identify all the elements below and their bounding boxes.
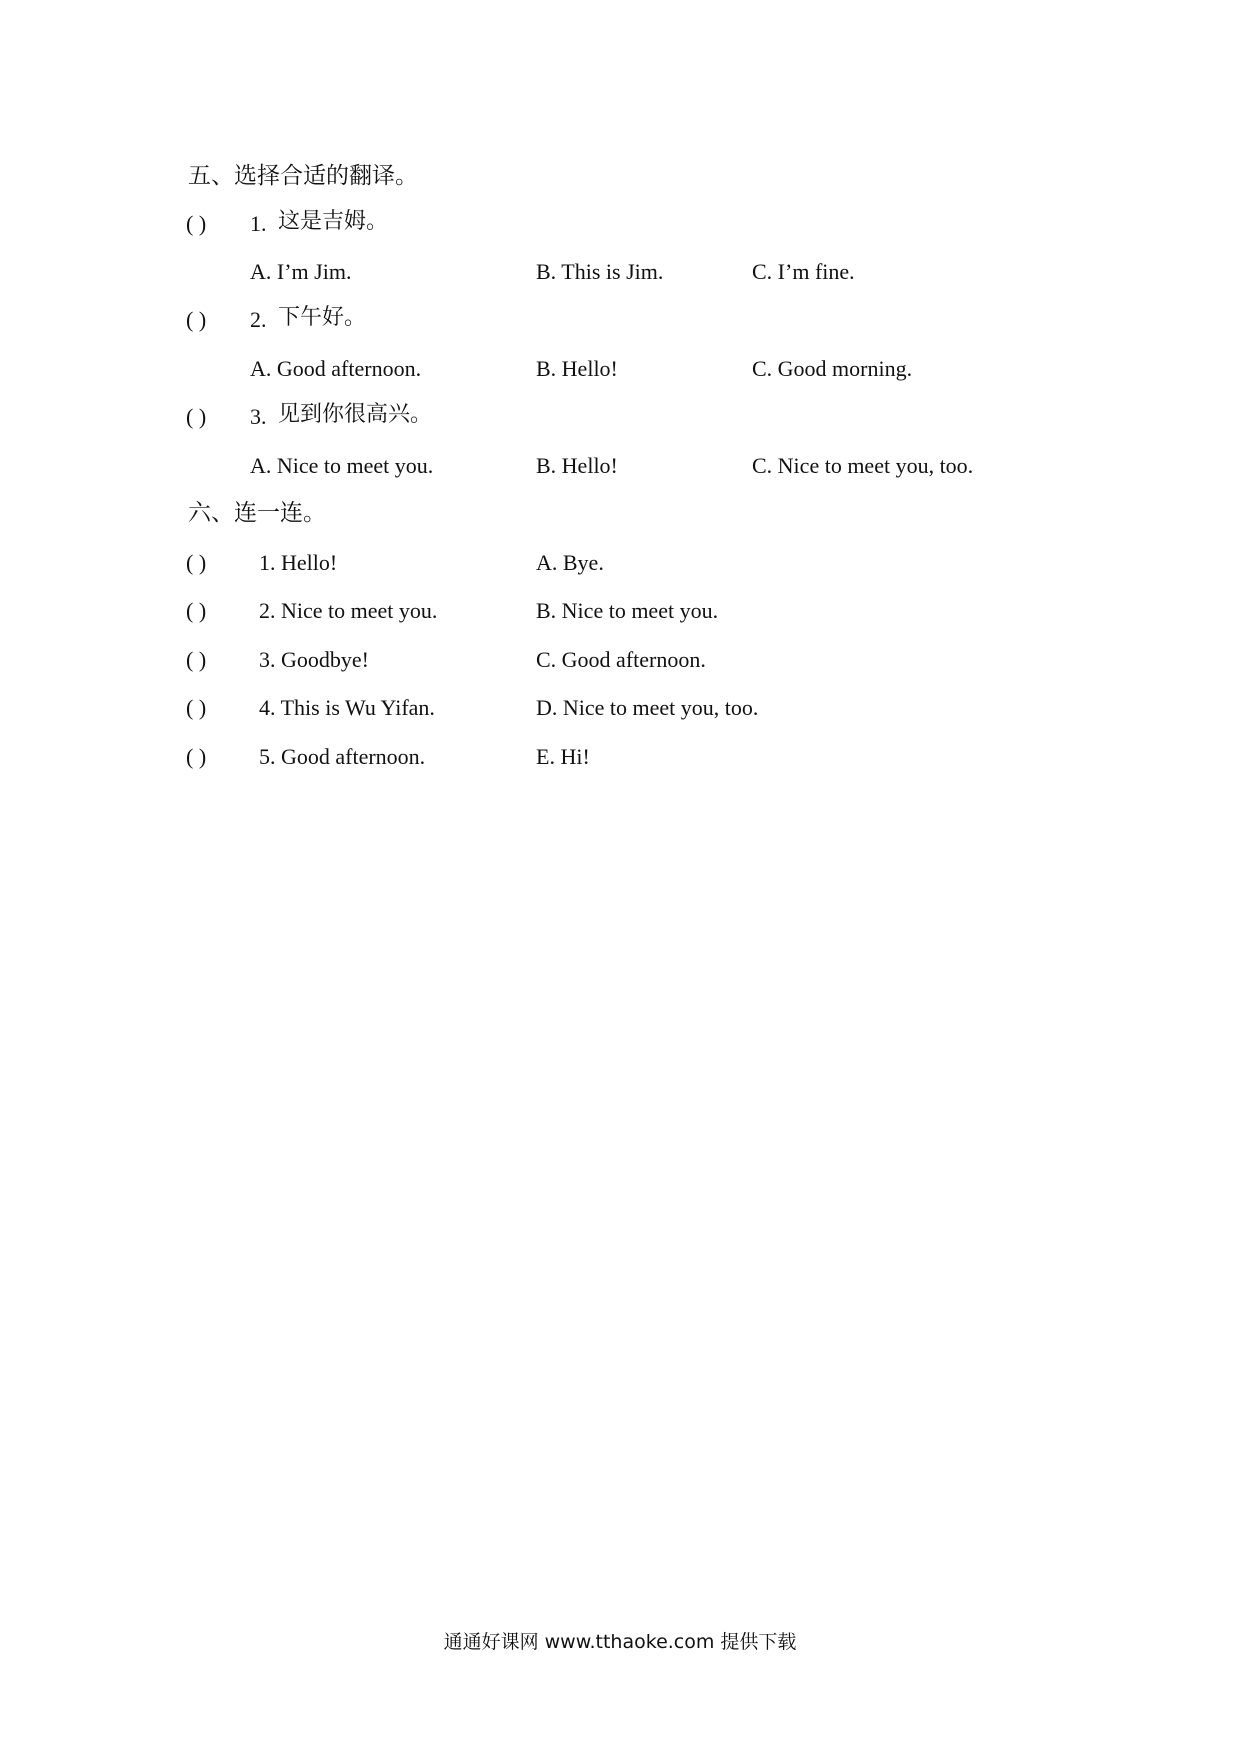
option-c: C. Nice to meet you, too. — [752, 453, 974, 478]
match-right-item: C. Good afternoon. — [536, 647, 706, 672]
match-right-item: D. Nice to meet you, too. — [536, 695, 759, 720]
match-left-item: 3. Goodbye! — [259, 647, 369, 672]
section5-heading: 五、选择合适的翻译。 — [188, 163, 418, 189]
question-number: 1. — [250, 211, 267, 236]
answer-blank[interactable]: ( ) — [186, 404, 207, 429]
question-prompt: 下午好。 — [278, 305, 367, 330]
option-b: B. Hello! — [536, 356, 618, 381]
option-a: A. Good afternoon. — [250, 356, 422, 381]
answer-blank[interactable]: ( ) — [186, 211, 207, 236]
option-a: A. I’m Jim. — [250, 259, 352, 284]
match-right-item: A. Bye. — [536, 550, 604, 575]
option-c: C. I’m fine. — [752, 259, 855, 284]
match-left-item: 4. This is Wu Yifan. — [259, 695, 435, 720]
answer-blank[interactable]: ( ) — [186, 695, 207, 720]
question-prompt: 这是吉姆。 — [278, 209, 389, 234]
answer-blank[interactable]: ( ) — [186, 598, 207, 623]
section6-heading: 六、连一连。 — [188, 500, 326, 526]
option-b: B. Hello! — [536, 453, 618, 478]
match-left-item: 1. Hello! — [259, 550, 338, 575]
question-prompt: 见到你很高兴。 — [278, 402, 433, 427]
answer-blank[interactable]: ( ) — [186, 647, 207, 672]
match-left-item: 5. Good afternoon. — [259, 744, 426, 769]
answer-blank[interactable]: ( ) — [186, 307, 207, 332]
answer-blank[interactable]: ( ) — [186, 550, 207, 575]
option-a: A. Nice to meet you. — [250, 453, 434, 478]
match-left-item: 2. Nice to meet you. — [259, 598, 438, 623]
question-number: 2. — [250, 307, 267, 332]
match-right-item: E. Hi! — [536, 744, 590, 769]
page-footer: 通通好课网 www.tthaoke.com 提供下载 — [443, 1631, 797, 1653]
answer-blank[interactable]: ( ) — [186, 744, 207, 769]
option-b: B. This is Jim. — [536, 259, 664, 284]
question-number: 3. — [250, 404, 267, 429]
option-c: C. Good morning. — [752, 356, 913, 381]
match-right-item: B. Nice to meet you. — [536, 598, 719, 623]
